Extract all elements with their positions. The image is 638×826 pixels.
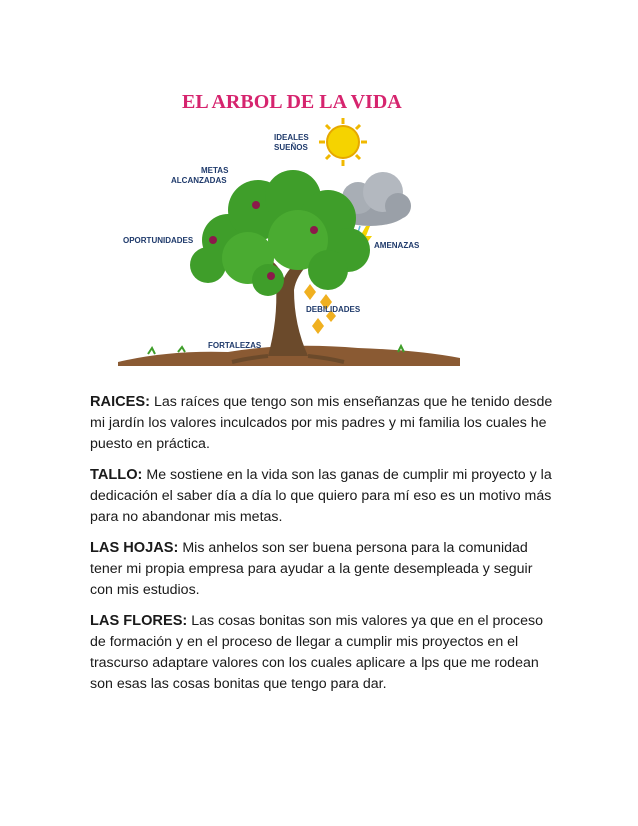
text-flores: Las cosas bonitas son mis valores ya que en el proceso de formación y en el proceso de llegar a cumplir mis proyectos en el trascurso adaptare valores con los cuales aplicare a lps que me rodean son esas las cosas bonitas que tengo para dar. (90, 613, 543, 692)
label-fortalezas: FORTALEZAS (208, 341, 262, 350)
text-tallo: Me sostiene en la vida son las ganas de cumplir mi proyecto y la dedicación el saber día a día lo que quiero para mí eso es un motivo más para no abandonar mis metas. (90, 467, 552, 525)
figure-title: EL ARBOL DE LA VIDA (182, 91, 402, 113)
label-metas: METAS (201, 166, 229, 175)
paragraph-flores (90, 611, 558, 695)
text-raices: Las raíces que tengo son mis enseñanzas que he tenido desde mi jardín los valores inculcados por mis padres y mi familia los cuales he puesto en práctica. (90, 394, 553, 452)
label-ideales: IDEALES (274, 133, 309, 142)
paragraph-hojas (90, 538, 558, 601)
term-raices: RAICES: (90, 394, 150, 410)
paragraph-raices (90, 392, 558, 455)
term-tallo: TALLO: (90, 467, 143, 483)
tree-foliage (190, 170, 370, 296)
term-hojas: LAS HOJAS: (90, 540, 179, 556)
label-amenazas: AMENAZAS (374, 241, 420, 250)
label-suenos: SUEÑOS (274, 143, 308, 152)
tree-of-life-figure (108, 80, 468, 370)
text-hojas: Mis anhelos son ser buena persona para la comunidad tener mi propia empresa para ayudar a la gente desempleada y seguir con mis estudios. (90, 540, 533, 598)
text-body (90, 392, 558, 705)
tree-illustration (108, 80, 468, 370)
paragraph-tallo (90, 465, 558, 528)
sun-icon (319, 118, 367, 166)
label-debilidades: DEBILIDADES (306, 305, 361, 314)
label-alcanzadas: ALCANZADAS (171, 176, 227, 185)
term-flores: LAS FLORES: (90, 613, 188, 629)
label-oportunidades: OPORTUNIDADES (123, 236, 194, 245)
